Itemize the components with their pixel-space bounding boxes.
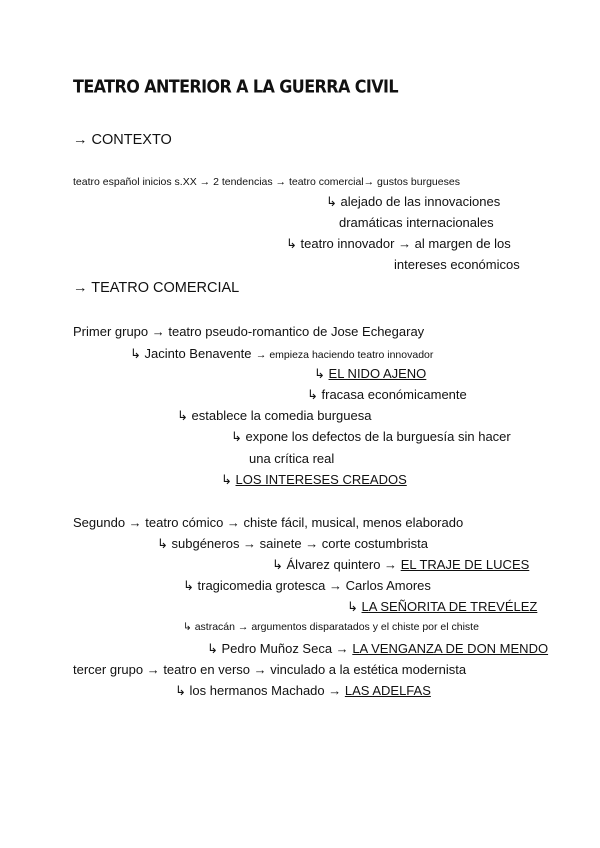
establece-line: ↳ establece la comedia burguesa xyxy=(177,408,372,423)
contexto-line-2: ↳ alejado de las innovaciones xyxy=(326,194,501,209)
astracan-line: ↳ astracán → argumentos disparatados y el chiste por el chiste xyxy=(183,621,479,633)
senorita-trevelez-line xyxy=(347,600,537,613)
work-title-intereses-creados: LOS INTERESES CREADOS xyxy=(235,472,407,487)
page-title: TEATRO ANTERIOR A LA GUERRA CIVIL xyxy=(73,75,398,98)
work-title-venganza-don-mendo: LA VENGANZA DE DON MENDO xyxy=(352,641,549,656)
hermanos-machado-line xyxy=(175,684,431,697)
benavente-name: ↳ Jacinto Benavente xyxy=(130,346,252,361)
arrow-prefix: ↳ xyxy=(347,599,358,614)
arrow-prefix: ↳ xyxy=(221,472,232,487)
subgeneros-line: ↳ subgéneros → sainete → corte costumbrista xyxy=(157,536,429,551)
grupo2-line: Segundo → teatro cómico → chiste fácil, musical, menos elaborado xyxy=(73,515,464,530)
contexto-line-4: ↳ teatro innovador → al margen de los xyxy=(286,236,511,251)
alvarez-prefix: ↳ Álvarez quintero → xyxy=(272,557,398,572)
work-title-las-adelfas: LAS ADELFAS xyxy=(344,683,431,698)
arrow-prefix: ↳ xyxy=(314,366,325,381)
work-title-nido-ajeno: EL NIDO AJENO xyxy=(328,366,427,381)
benavente-line xyxy=(130,346,433,362)
section-heading-contexto: → CONTEXTO xyxy=(73,132,172,148)
expone-line: ↳ expone los defectos de la burguesía sin hacer xyxy=(231,429,511,444)
alvarez-quintero-line xyxy=(272,558,529,571)
contexto-line-1: teatro español inicios s.XX → 2 tendencias → teatro comercial→ gustos burgueses xyxy=(73,176,460,188)
contexto-line-5: intereses económicos xyxy=(394,257,520,272)
intereses-creados-line xyxy=(221,473,407,486)
work-title-traje-de-luces: EL TRAJE DE LUCES xyxy=(400,557,530,572)
machado-prefix: ↳ los hermanos Machado → xyxy=(175,683,342,698)
critica-line: una crítica real xyxy=(249,451,335,466)
benavente-note: → empieza haciendo teatro innovador xyxy=(255,349,434,361)
work-title-senorita-trevelez: LA SEÑORITA DE TREVÉLEZ xyxy=(361,599,538,614)
nido-ajeno-line xyxy=(314,367,426,380)
grupo1-line: Primer grupo → teatro pseudo-romantico de Jose Echegaray xyxy=(73,324,425,339)
munoz-seca-line xyxy=(207,642,548,655)
munoz-prefix: ↳ Pedro Muñoz Seca → xyxy=(207,641,349,656)
section-heading-teatro-comercial: → TEATRO COMERCIAL xyxy=(73,280,240,296)
fracasa-line: ↳ fracasa económicamente xyxy=(307,387,467,402)
tragicomedia-line: ↳ tragicomedia grotesca → Carlos Amores xyxy=(183,578,431,593)
contexto-line-3: dramáticas internacionales xyxy=(339,215,494,230)
grupo3-line: tercer grupo → teatro en verso → vinculado a la estética modernista xyxy=(73,662,467,677)
